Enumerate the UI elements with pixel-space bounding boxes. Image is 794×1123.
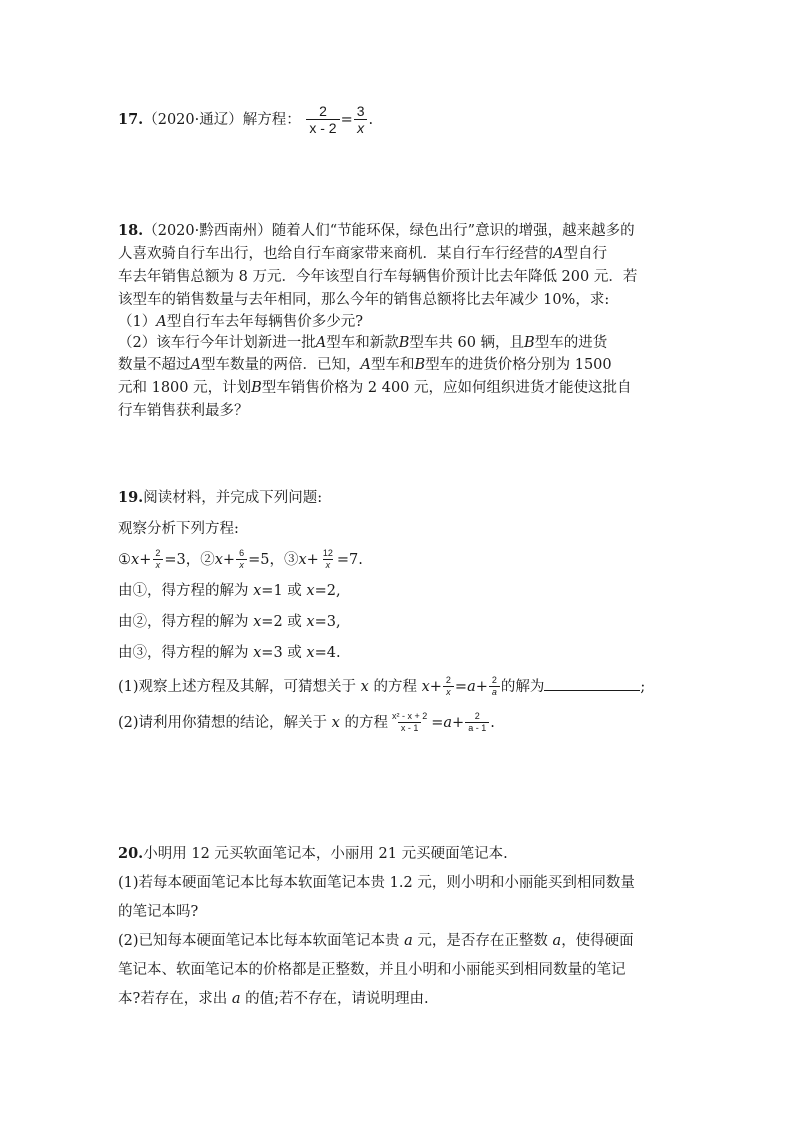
question-text: 小明用 12 元买软面笔记本，小丽用 21 元买硬面笔记本. xyxy=(143,846,508,862)
question-20: 20.小明用 12 元买软面笔记本，小丽用 21 元买硬面笔记本. (1)若每本硬面笔记本比每本软面笔记本贵 1.2 元，则小明和小丽能买到相同数量 的笔记本吗? (2)已知每本硬面笔记本比每本软面笔记本贵 a 元，是否存在正整数 a，使得硬面 笔记本、软面笔记本的价格都是正整数，并且小明和小丽能买到相同数量的笔记 本?若存在，求出 a 的值;若不存在，请说明理由. xyxy=(118,839,658,1014)
question-19: 19.阅读材料，并完成下列问题: 观察分析下列方程: ①x+ $\frac{2}{x}$ =3，②x+ $\frac{6}{x}$ =5，③x+ $\frac{12}{x}$ =7. 由①，得方程的解为 x=1 或 x=2, 由②，得方程的解为 x=2 或 x=3, 由③，得方程的解为 x=3 或 x=4. (1)观察上述方程及其解，可猜想关于 x 的方程 x+ $\frac{2}{x}$ =a+ $\frac{2}{a}$ 的解为 ; (2)请利用你猜想的结论，解关于 x 的方程 $\frac{\text{x² - x + 2}}{x - 1}$ =a+ $\frac{2}{a - 1}$ . xyxy=(118,482,658,741)
question-18: 18.（2020·黔西南州）随着人们“节能环保，绿色出行”意识的增强，越来越多的 人喜欢骑自行车出行，也给自行车商家带来商机．某自行车行经营的A型自行 车去年销售总额为 8 万元．今年该型自行车每辆售价预计比去年降低 200 元．若 该型车的销售数量与去年相同，那么今年的销售总额将比去年减少 10%，求: （1）A型自行车去年每辆售价多少元? （2）该车行今年计划新进一批A型车和新款B型车共 60 辆，且B型车的进货 数量不超过A型车数量的两倍．已知，A型车和B型车的进货价格分别为 1500 元和 1800 元，计划B型车销售价格为 2 400 元，应如何组织进货才能使这批自 行车销售获利最多？ xyxy=(118,219,658,423)
instruction-text: 观察分析下列方程: xyxy=(118,521,239,537)
sub-question-2: (2)已知每本硬面笔记本比每本软面笔记本贵 a 元，是否存在正整数 a，使得硬面 xyxy=(118,933,634,949)
fraction-rhs: $\frac{3}{x}$ xyxy=(354,104,368,136)
sub-question-1: (1)若每本硬面笔记本比每本软面笔记本贵 1.2 元，则小明和小丽能买到相同数量 xyxy=(118,875,635,891)
answer-blank[interactable] xyxy=(544,676,640,691)
example-equations: ①x+ $\frac{2}{x}$ =3，②x+ $\frac{6}{x}$ =5，③x+ $\frac{12}{x}$ =7. xyxy=(118,548,363,571)
question-title: 阅读材料，并完成下列问题: xyxy=(143,490,323,506)
question-number: 19. xyxy=(118,489,144,506)
question-source: （2020·黔西南州） xyxy=(143,223,272,239)
question-source: （2020·通辽）解方程： xyxy=(143,112,301,128)
sub-question-1: (1)观察上述方程及其解，可猜想关于 x 的方程 x+ $\frac{2}{x}$ =a+ $\frac{2}{a}$ 的解为 ; xyxy=(118,675,646,698)
fraction-lhs: $\frac{2}{x - 2}$ xyxy=(306,104,339,136)
sub-question-1: （1）A型自行车去年每辆售价多少元? xyxy=(118,314,363,330)
question-text: 随着人们“节能环保，绿色出行”意识的增强，越来越多的 xyxy=(271,223,635,239)
question-number: 18. xyxy=(118,222,144,239)
sub-question-2: (2)请利用你猜想的结论，解关于 x 的方程 $\frac{\text{x² - x + 2}}{x - 1}$ =a+ $\frac{2}{a - 1}$ . xyxy=(118,711,495,734)
question-17: 17.（2020·通辽）解方程： $\frac{2}{x - 2}$ = $\frac{3}{x}$ . xyxy=(118,102,374,137)
sub-question-2: （2）该车行今年计划新进一批A型车和新款B型车共 60 辆，且B型车的进货 xyxy=(118,335,608,351)
question-number: 20. xyxy=(118,845,144,862)
question-text: 车去年销售总额为 8 万元．今年该型自行车每辆售价预计比去年降低 200 元．若 xyxy=(118,269,638,285)
question-text: 该型车的销售数量与去年相同，那么今年的销售总额将比去年减少 10%，求: xyxy=(118,292,610,308)
question-number: 17. xyxy=(118,111,144,128)
